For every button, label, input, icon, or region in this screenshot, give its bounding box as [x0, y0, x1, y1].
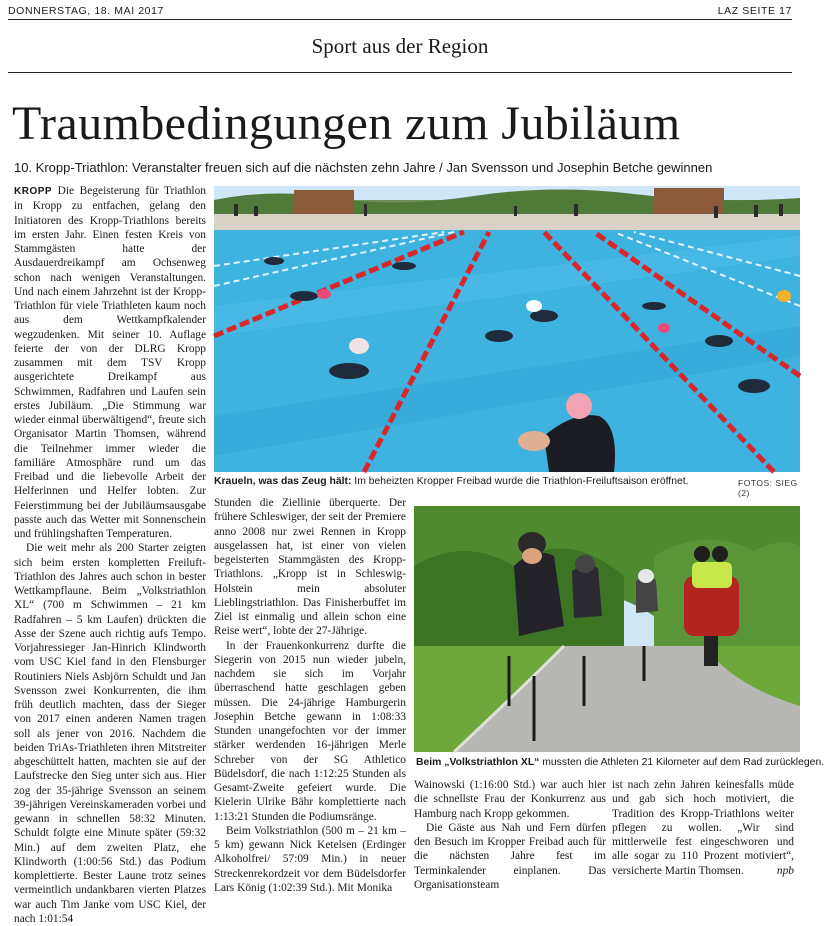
article-column-1: [14, 184, 206, 926]
photo-caption-pool: Kraueln, was das Zeug hält: Im beheizten Kropper Freibad wurde die Triathlon-Freiluftsaison eröffnet.: [214, 476, 689, 487]
paragraph: Die weit mehr als 200 Starter zeigten sich beim ersten kompletten Freiluft-Triathlon des Jahres auch schon in bester Wettkampflaune. Beim „Volkstriathlon XL“ (700 m Schwimmen – 21 km Radfahren – 5 km Laufen) drückten die Asse der Szene auch richtig aufs Tempo. Vorjahressieger Jan-Hinrich Klindworth vom USC Kiel fand in den Flensburger Routiniers Niels Asbjörn Schuldt und Jan Svensson zwei Konkurrenten, die ihm früh deutlich machten, dass der Sieger von 2017 einen anderen Namen tragen soll als jener von 2016. Nachdem die beiden TriAs-Triathleten ihren Mitstreiter abgeschüttelt hatten, machten sie auf der Laufstrecke den Sieg unter sich aus. Hier zog der 35-jährige Svensson an seinem 39-jährigen Vereinskameraden vorbei und gewann in schnellen 58:32 Minuten. Schuldt folgte eine Minute später (59:32 Min.) auf dem zweiten Platz, ehe Klindworth (1:00:56 Std.) das Podium komplettierte. Bester Laune trotz seines vermeintlich undankbaren vierten Platzes war auch Tim Janke vom USC Kiel, der nach 1:01:54: [14, 542, 206, 925]
page-header: [8, 4, 792, 20]
caption-lead: Kraueln, was das Zeug hält:: [214, 476, 352, 487]
headline: Traumbedingungen zum Jubiläum: [12, 97, 681, 150]
caption-lead: Beim „Volkstriathlon XL“: [416, 757, 540, 768]
page-number: LAZ SEITE 17: [717, 5, 792, 17]
author-initials: npb: [776, 864, 794, 877]
issue-date: DONNERSTAG, 18. MAI 2017: [8, 5, 165, 17]
section-title: Sport aus der Region: [311, 34, 489, 58]
photo-swimming-pool: [214, 186, 800, 472]
article-column-2: [214, 496, 406, 895]
article-column-4: [612, 778, 794, 878]
paragraph: Wainowski (1:16:00 Std.) war auch hier die schnellste Frau der Konkurrenz aus Hamburg nach Kropp gekommen.: [414, 779, 606, 820]
subheadline: 10. Kropp-Triathlon: Veranstalter freuen sich auf die nächsten zehn Jahre / Jan Svensson und Josephin Betche gewinnen: [14, 160, 713, 175]
paragraph: In der Frauenkonkurrenz durfte die Siegerin von 2015 nun wieder jubeln, nachdem sie sich im Vorjahr überraschend hatte geschlagen geben müssen. Die 24-jährige Hamburgerin Josephin Betche gewann in 1:08:33 Stunden unangefochten vor der immer stärker werdenden 16-jährigen Merle Schreber von der SG Athletico Büdelsdorf, die nach 1:12:25 Stunden als Gesamt-Zweite gefeiert wurde. Die Kielerin Ulrike Bähr komplettierte nach 1:13:21 Stunden die Podiumsränge.: [214, 639, 406, 823]
dateline: KROPP: [14, 186, 53, 197]
paragraph: ist nach zehn Jahren keinesfalls müde und gab sich hoch motiviert, die Tradition des Kropp-Triathlons weiter pflegen zu wollen. „Wir sind mittlerweile fest eingeschworen und alle sogar zu 110 Prozent motiviert“, versicherte Martin Thomsen. npb: [612, 779, 794, 877]
paragraph: Stunden die Ziellinie überquerte. Der frühere Schleswiger, der seit der Premiere anno 2008 nur zwei Rennen in Kropp ausgelassen hat, ist einer von vielen begeisterten Stammgästen des Kropp-Triathlons. „Kropp ist in Schleswig-Holstein mein absoluter Lieblingstriathlon. Das Finisherbuffet im Ziel ist einmalig und allein schon eine Reise wert“, lobte der 27-Jährige.: [214, 497, 406, 638]
paragraph: Die Gäste aus Nah und Fern dürfen den Besuch im Kropper Freibad auch für die nächsten Jahre fest im Terminkalender einplanen. Das Organisationsteam: [414, 821, 606, 891]
lead-paragraph: KROPP Die Begeisterung für Triathlon in Kropp zu entfachen, gelang den Initiatoren des Kropp-Triathlons bereits im ersten Jahr. Einen festen Kreis von Stammgästen hatte der Ausdauerdreikampf am Ochsenweg schon nach wenigen Veranstaltungen. Und nach einem Jahrzehnt ist der Kropp-Triathlon für viele Triathleten kaum noch aus dem Wettkampfkalender wegzudenken. Mit seiner 10. Auflage feierte der von der DLRG Kropp zusammen mit dem TSV Kropp ausgerichtete Dreikampf aus Schwimmen, Radfahren und Laufen sein erstes Jubiläum. „Die Stimmung war wieder einmal überwältigend“, freute sich Organisator Martin Thomsen, während die Teilnehmer immer wieder die familiäre Atmosphäre rund um das Freibad und die liebevolle Arbeit der Helferinnen und Helfer lobten. Zur Feierstimmung bei der Jubiläumsausgabe passte auch das Wetter mit Sonnenschein und frühlingshaften Temperaturen.: [14, 185, 206, 540]
article-column-3: [414, 778, 606, 892]
photo-caption-cycling: Beim „Volkstriathlon XL“ mussten die Athleten 21 Kilometer auf dem Rad zurücklegen.: [416, 757, 824, 768]
paragraph: Beim Volkstriathlon (500 m – 21 km – 5 km) gewann Nick Ketelsen (Erdinger Alkoholfrei/ 57:09 Min.) in neuer Streckenrekordzeit vor dem Büdelsdorfer Lars König (1:02:39 Std.). Mit Monika: [214, 824, 406, 894]
photo-cycling: [414, 506, 800, 752]
section-divider: [8, 72, 792, 73]
photo-credit: FOTOS: SIEG (2): [738, 478, 798, 498]
